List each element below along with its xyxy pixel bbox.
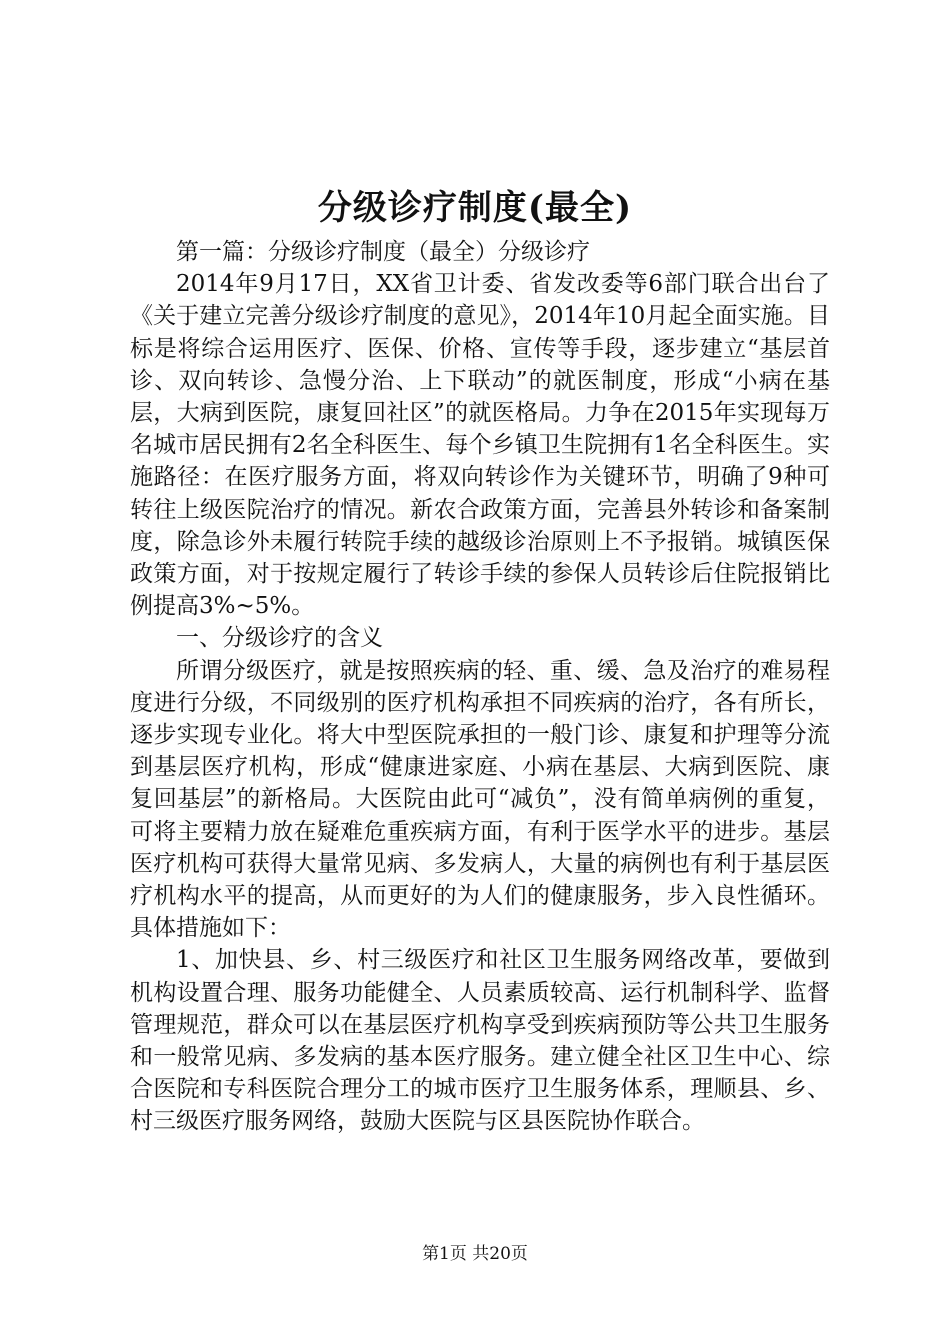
body-paragraph: 2014年9月17日，XX省卫计委、省发改委等6部门联合出台了《关于建立完善分级诊疗制度的意见》，2014年10月起全面实施。目标是将综合运用医疗、医保、价格、宣传等手段，逐步建立“基层首诊、双向转诊、急慢分治、上下联动”的就医制度，形成“小病在基层，大病到医院，康复回社区”的就医格局。力争在2015年实现每万名城市居民拥有2名全科医生、每个乡镇卫生院拥有1名全科医生。实施路径：在医疗服务方面，将双向转诊作为关键环节，明确了9种可转往上级医院治疗的情况。新农合政策方面，完善县外转诊和备案制度，除急诊外未履行转院手续的越级诊治原则上不予报销。城镇医保政策方面，对于按规定履行了转诊手续的参保人员转诊后住院报销比例提高3%~5%。 bbox=[130, 271, 830, 620]
section-heading: 第一篇：分级诊疗制度（最全）分级诊疗 bbox=[176, 239, 590, 265]
document-title: 分级诊疗制度(最全) bbox=[317, 188, 633, 228]
section-heading: 一、分级诊疗的含义 bbox=[176, 625, 383, 652]
page-number: 第1页 共20页 bbox=[422, 1244, 528, 1264]
body-paragraph: 1、加快县、乡、村三级医疗和社区卫生服务网络改革，要做到机构设置合理、服务功能健全、人员素质较高、运行机制科学、监督管理规范，群众可以在基层医疗机构享受到疾病预防等公共卫生服务和一般常见病、多发病的基本医疗服务。建立健全社区卫生中心、综合医院和专科医院合理分工的城市医疗卫生服务体系，理顺县、乡、村三级医疗服务网络，鼓励大医院与区县医院协作联合。 bbox=[130, 947, 830, 1135]
document-body bbox=[130, 236, 830, 1138]
body-paragraph: 所谓分级医疗，就是按照疾病的轻、重、缓、急及治疗的难易程度进行分级，不同级别的医疗机构承担不同疾病的治疗，各有所长，逐步实现专业化。将大中型医院承担的一般门诊、康复和护理等分流到基层医疗机构，形成“健康进家庭、小病在基层、大病到医院、康复回基层”的新格局。大医院由此可“减负”，没有简单病例的重复，可将主要精力放在疑难危重疾病方面，有利于医学水平的进步。基层医疗机构可获得大量常见病、多发病人，大量的病例也有利于基层医疗机构水平的提高，从而更好的为人们的健康服务，步入良性循环。具体措施如下： bbox=[130, 657, 830, 942]
